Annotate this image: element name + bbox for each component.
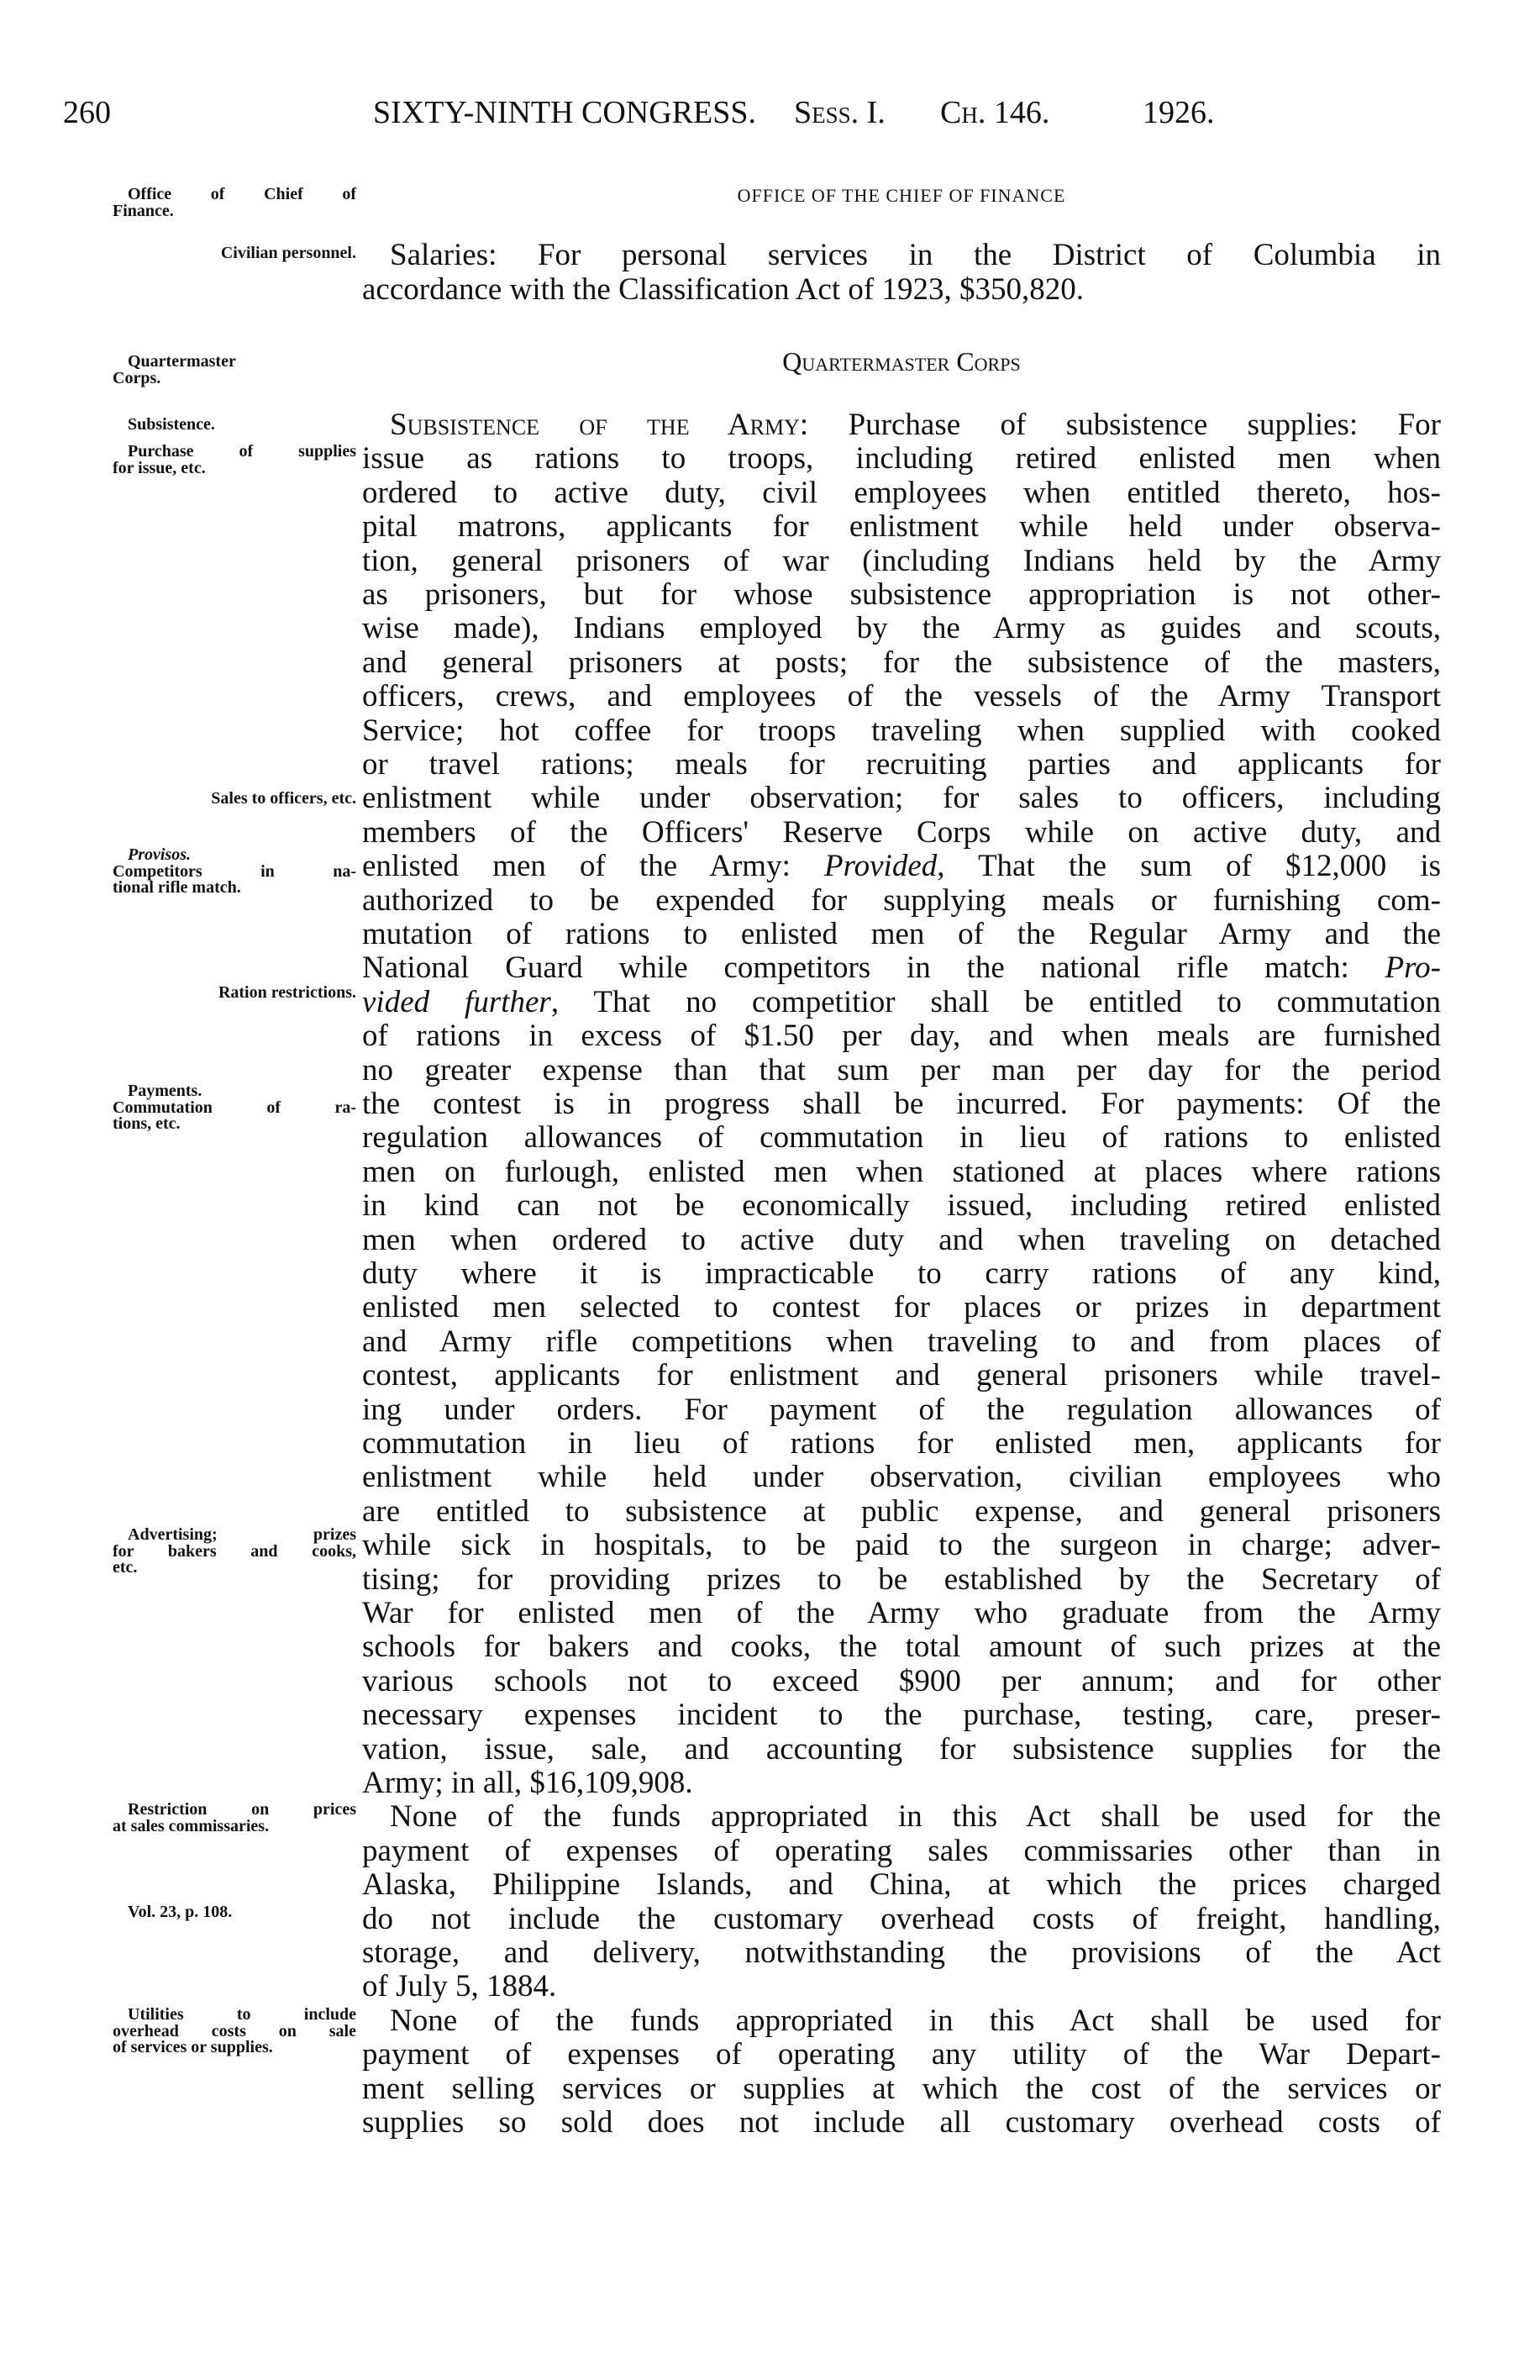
margin-note-line: of services or supplies.	[113, 2038, 273, 2056]
body-line: enlistment while under observation; for sales to officers, including	[362, 781, 1441, 816]
body-line: necessary expenses incident to the purchase, testing, care, preser-	[362, 1698, 1441, 1733]
margin-note-line: Restriction on prices	[128, 1800, 356, 1819]
body-line: contest, applicants for enlistment and general prisoners while travel-	[362, 1358, 1441, 1393]
body-line: and general prisoners at posts; for the subsistence of the masters,	[362, 645, 1441, 680]
body-line: ordered to active duty, civil employees when entitled thereto, hos-	[362, 475, 1441, 510]
margin-note-line: Subsistence.	[128, 415, 215, 434]
margin-note-line: Civilian personnel.	[220, 244, 356, 262]
body-line: Army; in all, $16,109,908.	[362, 1766, 693, 1800]
body-line: mutation of rations to enlisted men of the Regular Army and the	[362, 917, 1441, 951]
body-line: ing under orders. For payment of the regulation allowances of	[362, 1392, 1441, 1427]
body-line: while sick in hospitals, to be paid to the surgeon in charge; adver-	[362, 1528, 1441, 1563]
margin-note-line: Quartermaster	[128, 352, 236, 371]
italic-text: vided further	[362, 984, 551, 1019]
body-line: as prisoners, but for whose subsistence appropriation is not other-	[362, 577, 1441, 612]
margin-note-line: Vol. 23, p. 108.	[128, 1903, 233, 1921]
text-run: enlisted men of the Army:	[362, 849, 824, 884]
margin-note-line: overhead costs on sale	[113, 2021, 356, 2040]
margin-note-line: Office of Chief of	[128, 185, 356, 203]
body-line: regulation allowances of commutation in lieu of rations to enlisted	[362, 1120, 1441, 1156]
body-line: ment selling services or supplies at which the cost of the services or	[362, 2071, 1441, 2106]
page-number: 260	[63, 95, 111, 130]
body-line: of rations in excess of $1.50 per day, and when meals are furnished	[362, 1019, 1441, 1054]
body-line: and Army rifle competitions when traveling to and from places of	[362, 1324, 1441, 1359]
margin-note-line: for bakers and cooks,	[113, 1541, 356, 1561]
margin-note-line: for issue, etc.	[113, 458, 206, 477]
body-line: storage, and delivery, notwithstanding the provisions of the Act	[362, 1935, 1441, 1970]
text-run: Subsistence of the Army	[390, 408, 800, 442]
italic-text: Pro-	[1385, 950, 1441, 986]
margin-note-line: Corps.	[113, 368, 161, 387]
body-line: vation, issue, sale, and accounting for subsistence supplies for the	[362, 1731, 1441, 1767]
body-line: payment of expenses of operating sales commissaries other than in	[362, 1833, 1441, 1868]
margin-note-line: Provisos.	[128, 845, 191, 864]
body-line: do not include the customary overhead costs of freight, handling,	[362, 1901, 1441, 1936]
margin-note-line: Ration restrictions.	[218, 983, 356, 1002]
year: 1926.	[1143, 95, 1215, 130]
body-line: or travel rations; meals for recruiting parties and applicants for	[362, 747, 1441, 782]
body-line: War for enlisted men of the Army who graduate from the Army	[362, 1596, 1441, 1630]
chapter: Ch. 146.	[940, 95, 1050, 130]
body-line: no greater expense than that sum per man per day for the period	[362, 1052, 1441, 1087]
body-line: men on furlough, enlisted men when stationed at places where rations	[362, 1154, 1441, 1189]
margin-note-line: Payments.	[128, 1082, 202, 1100]
margin-note-line: Commutation of ra-	[113, 1098, 356, 1117]
margin-note-line: Purchase of supplies	[128, 442, 356, 461]
heading-finance: OFFICE OF THE CHIEF OF FINANCE	[737, 185, 1066, 206]
body-line: in kind can not be economically issued, including retired enlisted	[362, 1188, 1441, 1224]
body-line: men when ordered to active duty and when traveling on detached	[362, 1222, 1441, 1257]
margin-note-line: etc.	[113, 1558, 138, 1577]
text-run: : Purchase of subsistence supplies: For	[799, 408, 1441, 442]
body-line	[390, 408, 1441, 442]
body-line: authorized to be expended for supplying meals or furnishing com-	[362, 882, 1441, 918]
body-line	[362, 850, 1441, 883]
body-line: supplies so sold does not include all customary overhead costs of	[362, 2105, 1441, 2140]
text-run: National Guard while competitors in the national rifle match:	[362, 950, 1385, 986]
body-line: of July 5, 1884.	[362, 1969, 557, 2004]
margin-note-line: Advertising; prizes	[128, 1525, 356, 1544]
body-line: issue as rations to troops, including retired enlisted men when	[362, 441, 1441, 477]
body-line: Service; hot coffee for troops traveling when supplied with cooked	[362, 713, 1441, 748]
body-line	[362, 951, 1441, 985]
margin-note-line: Sales to officers, etc.	[211, 789, 356, 808]
margin-note-line: Competitors in na-	[113, 861, 356, 881]
body-line: duty where it is impracticable to carry rations of any kind,	[362, 1256, 1441, 1291]
body-line: various schools not to exceed $900 per annum; and for other	[362, 1663, 1441, 1698]
body-line: enlisted men selected to contest for places or prizes in department	[362, 1290, 1441, 1325]
congress-title: SIXTY-NINTH CONGRESS.	[373, 95, 757, 130]
body-line: None of the funds appropriated in this Act shall be used for	[390, 2003, 1441, 2038]
body-line: wise made), Indians employed by the Army as guides and scouts,	[362, 611, 1441, 646]
body-line: enlistment while held under observation, civilian employees who	[362, 1460, 1441, 1495]
body-line: tising; for providing prizes to be established by the Secretary of	[362, 1561, 1441, 1597]
body-line: pital matrons, applicants for enlistment while held under observa-	[362, 509, 1441, 545]
text-run: , That no competitior shall be entitled to commutation	[550, 984, 1442, 1019]
margin-note-line: Finance.	[113, 201, 174, 220]
salaries-line: accordance with the Classification Act of 1923, $350,820.	[362, 272, 1085, 307]
body-line: officers, crews, and employees of the vessels of the Army Transport	[362, 679, 1441, 714]
body-line: Alaska, Philippine Islands, and China, at which the prices charged	[362, 1867, 1441, 1903]
heading-quartermaster: Quartermaster Corps	[782, 346, 1021, 376]
italic-text: Provided	[823, 849, 938, 884]
session: Sess. I.	[794, 95, 886, 130]
body-line: schools for bakers and cooks, the total amount of such prizes at the	[362, 1630, 1441, 1665]
body-line: the contest is in progress shall be incurred. For payments: Of the	[362, 1087, 1441, 1121]
margin-note-line: at sales commissaries.	[113, 1816, 270, 1835]
salaries-line: Salaries: For personal services in the District of Columbia in	[390, 238, 1441, 272]
body-line: commutation in lieu of rations for enlisted men, applicants for	[362, 1426, 1441, 1461]
body-line	[362, 986, 1441, 1019]
body-line: members of the Officers' Reserve Corps while on active duty, and	[362, 814, 1441, 850]
body-line: None of the funds appropriated in this Act shall be used for the	[390, 1799, 1441, 1835]
margin-note-line: Utilities to include	[128, 2005, 356, 2024]
body-line: are entitled to subsistence at public expense, and general prisoners	[362, 1493, 1441, 1529]
body-line: tion, general prisoners of war (including Indians held by the Army	[362, 543, 1441, 578]
body-line: payment of expenses of operating any utility of the War Depart-	[362, 2037, 1441, 2072]
text-run: , That the sum of $12,000 is	[937, 849, 1441, 884]
margin-note-line: tional rifle match.	[113, 878, 241, 897]
margin-note-line: tions, etc.	[113, 1114, 181, 1133]
